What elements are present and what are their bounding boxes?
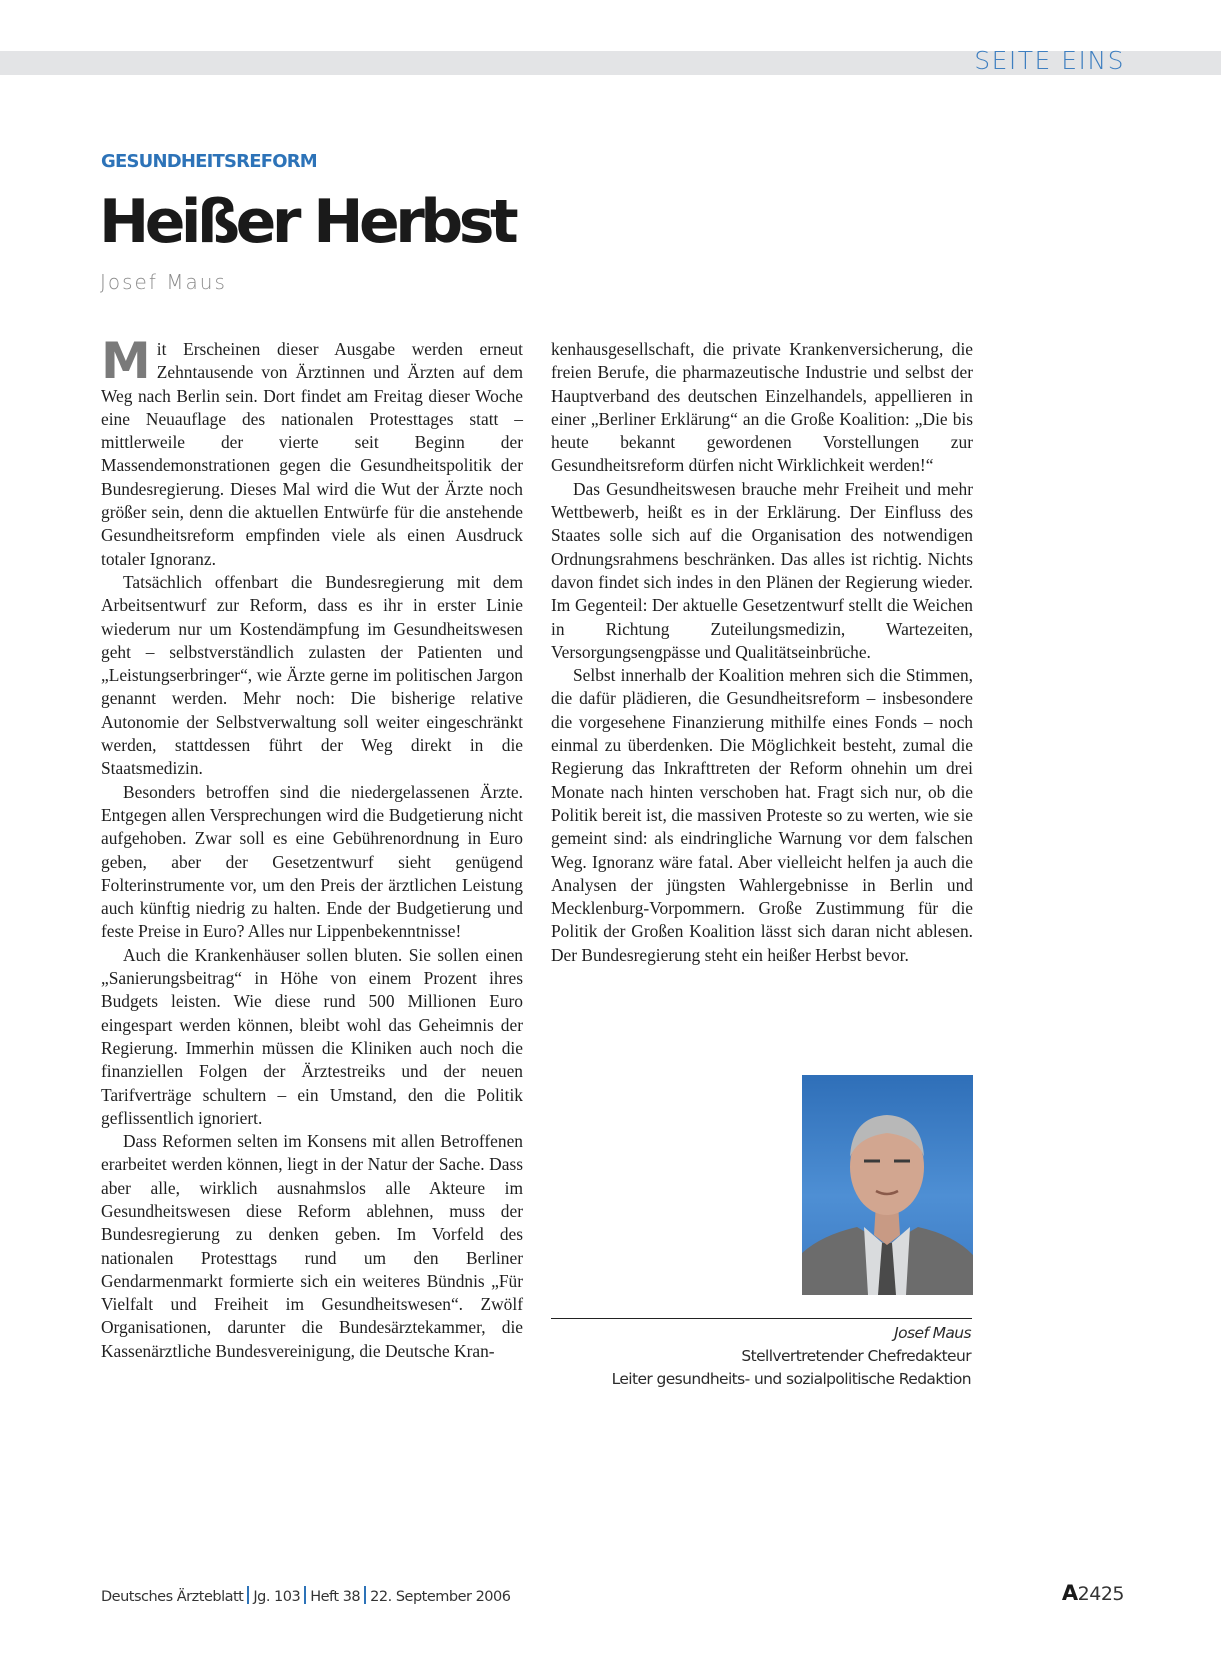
paragraph (101, 332, 523, 571)
footer-publication: Deutsches Ärzteblatt (101, 1589, 244, 1605)
paragraph: Das Gesundheitswesen brauche mehr Freiheit und mehr Wettbewerb, heißt es in der Erklärung. Der Einfluss des Staates solle sich auf die Organisation des notwendigen Ordnungsrahmens beschränken. Das alles ist richtig. Nichts davon findet sich indes in den Plänen der Regierung wieder. Im Gegenteil: Der aktuelle Gesetzentwurf stellt die Weichen in Richtung Zuteilungsmedizin, Wartezeiten, Versorgungsengpässe und Qualitätseinbrüche. (551, 478, 973, 662)
paragraph: Tatsächlich offenbart die Bundesregierung mit dem Arbeitsentwurf zur Reform, dass es ihr in erster Linie wiederum nur um Kostendämpfung im Gesundheitswesen geht – selbstverständlich zulasten der Patienten und „Leistungserbringer“, wie Ärzte gerne im politischen Jargon genannt werden. Mehr noch: Die bisherige relative Autonomie der Selbstverwaltung soll weiter eingeschränkt werden, stattdessen führt der Weg direkt in die Staatsmedizin. (101, 571, 523, 779)
footer-citation (101, 1586, 510, 1605)
drop-cap: M (101, 332, 151, 390)
article-title: Heißer Herbst (99, 187, 515, 257)
article-column-left (101, 332, 523, 1363)
footer-issue: Heft 38 (310, 1589, 361, 1605)
page-number-value: 2425 (1077, 1583, 1124, 1605)
portrait-illustration (802, 1075, 973, 1295)
paragraph: kenhausgesellschaft, die private Krankenversicherung, die freien Berufe, die pharmazeutische Industrie und selbst der Hauptverband des deutschen Einzelhandels, appellieren in einer „Berliner Erklärung“ an die Große Koalition: „Die bis heute bekannt gewordenen Vorstellungen zur Gesundheitsreform dürfen nicht Wirklichkeit werden!“ (551, 339, 973, 476)
paragraph: Dass Reformen selten im Konsens mit allen Betroffenen erarbeitet werden können, liegt in der Natur der Sache. Dass aber alle, wirklich ausnahmslos alle Akteure im Gesundheitswesen diese Reform ablehnen, muss der Bundesregierung zu denken geben. Im Vorfeld des nationalen Protesttags rund um den Berliner Gendarmenmarkt formierte sich ein weiteres Bündnis „Für Vielfalt und Freiheit im Gesundheitswesen“. Zwölf Organisationen, darunter die Bundesärztekammer, die Kassenärztliche Bundesvereinigung, die Deutsche Kran- (101, 1131, 523, 1361)
footer-separator (247, 1586, 249, 1604)
author-portrait (802, 1075, 973, 1295)
signature-department: Leiter gesundheits- und sozialpolitische Redaktion (611, 1370, 971, 1388)
article-kicker: GESUNDHEITSREFORM (101, 151, 317, 172)
signature-role: Stellvertretender Chefredakteur (741, 1347, 971, 1365)
paragraph: Auch die Krankenhäuser sollen bluten. Sie sollen einen „Sanierungsbeitrag“ in Höhe von einem Prozent ihres Budgets leisten. Wie diese rund 500 Millionen Euro eingespart werden können, bleibt wohl das Geheimnis der Regierung. Immerhin müssen die Kliniken auch noch die finanziellen Folgen der Ärztestreiks und der neuen Tarifverträge schultern – ein Umstand, den die Politik geflissentlich ignoriert. (101, 944, 523, 1128)
signature-name: Josef Maus (894, 1324, 971, 1342)
section-label: SEITE EINS (974, 46, 1125, 75)
article-byline: Josef Maus (100, 270, 227, 294)
page-number (1062, 1581, 1124, 1605)
paragraph: Selbst innerhalb der Koalition mehren sich die Stimmen, die dafür plädieren, die Gesundheitsreform – insbesondere die vorgesehene Finanzierung mithilfe eines Fonds – noch einmal zu überdenken. Die Möglichkeit besteht, zumal die Regierung das Inkrafttreten der Reform ohnehin um drei Monate nach hinten verschoben hat. Fragt sich nur, ob die Politik bereit ist, die massiven Proteste so zu werten, wie sie gemeint sind: als eindringliche Warnung vor dem falschen Weg. Ignoranz wäre fatal. Aber vielleicht helfen ja auch die Analysen der jüngsten Wahlergebnisse in Berlin und Mecklenburg-Vorpommern. Große Zustimmung für die Politik der Großen Koalition lässt sich daran nicht ablesen. Der Bundesregierung steht ein heißer Herbst bevor. (551, 665, 973, 965)
page-prefix: A (1061, 1581, 1078, 1605)
paragraph-text: it Erscheinen dieser Ausgabe werden erneut Zehntausende von Ärztinnen und Ärzten auf dem Weg nach Berlin sein. Dort findet am Freitag dieser Woche eine Neuauflage des nationalen Protesttages statt – mittlerweile der vierte seit Beginn der Massendemonstrationen gegen die Gesundheitspolitik der Bundesregierung. Dieses Mal wird die Wut der Ärzte noch größer sein, denn die aktuellen Entwürfe für die anstehende Gesundheitsreform empfinden viele als einen Ausdruck totaler Ignoranz. (101, 339, 523, 569)
footer-volume: Jg. 103 (253, 1589, 301, 1605)
footer-separator (364, 1586, 366, 1604)
footer-date: 22. September 2006 (370, 1589, 511, 1605)
signature-rule (551, 1318, 972, 1319)
paragraph: Besonders betroffen sind die niedergelassenen Ärzte. Entgegen allen Versprechungen wird die Budgetierung nicht aufgehoben. Zwar soll es eine Gebührenordnung in Euro geben, aber der Gesetzentwurf sieht genügend Folterinstrumente vor, um den Preis der ärztlichen Leistung auch künftig niedrig zu halten. Ende der Budgetierung und feste Preise in Euro? Alles nur Lippenbekenntnisse! (101, 781, 523, 942)
article-column-right (551, 338, 973, 967)
footer-separator (304, 1586, 306, 1604)
